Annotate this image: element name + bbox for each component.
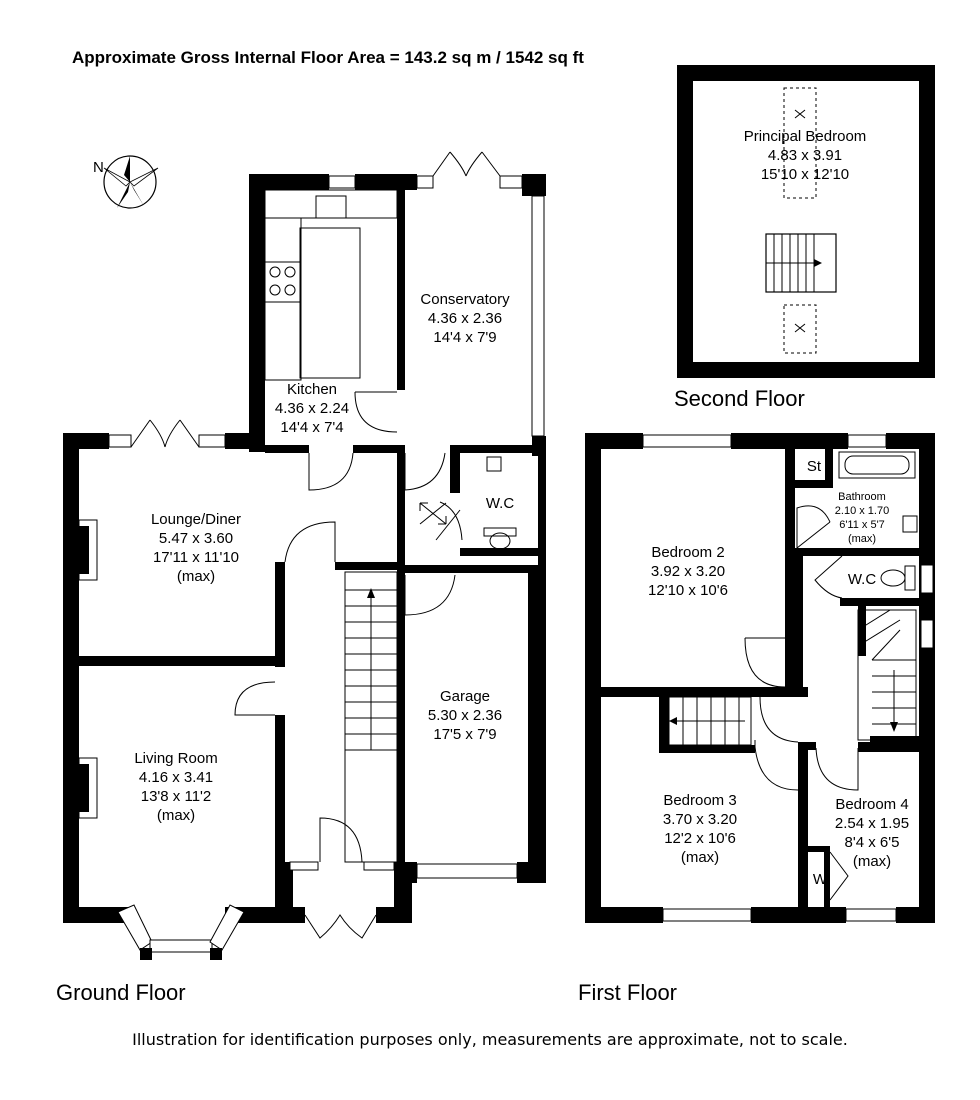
bedroom3-name: Bedroom 3 — [663, 792, 737, 809]
bedroom2-imperial: 12'10 x 10'6 — [648, 582, 728, 599]
ground-floor-labels — [134, 291, 514, 824]
disclaimer-text: Illustration for identification purposes only, measurements are approximate, not to scale. — [132, 1030, 848, 1049]
living-metric: 4.16 x 3.41 — [138, 769, 214, 786]
bedroom4-name: Bedroom 4 — [835, 796, 909, 813]
bedroom2-metric: 3.92 x 3.20 — [650, 563, 726, 580]
bedroom2-name: Bedroom 2 — [651, 544, 725, 561]
bedroom4-metric: 2.54 x 1.95 — [834, 815, 910, 832]
conservatory-imperial: 14'4 x 7'9 — [433, 329, 497, 346]
conservatory-metric: 4.36 x 2.36 — [427, 310, 503, 327]
lounge-imperial: 17'11 x 11'10 — [152, 549, 240, 566]
lounge-note: (max) — [176, 568, 216, 585]
lounge-metric: 5.47 x 3.60 — [158, 530, 234, 547]
conservatory-name: Conservatory — [420, 291, 510, 308]
bathroom-metric: 2.10 x 1.70 — [834, 505, 890, 517]
first-floor-title: First Floor — [578, 980, 677, 1005]
wc-ground-name: W.C — [485, 495, 515, 512]
lounge-name: Lounge/Diner — [150, 511, 242, 528]
bedroom3-note: (max) — [680, 849, 720, 866]
principal-metric: 4.83 x 3.91 — [767, 147, 843, 164]
store-name: St — [806, 458, 822, 475]
ground-floor-plan — [63, 152, 546, 960]
wardrobe-name: W — [812, 871, 828, 888]
garage-name: Garage — [439, 688, 491, 705]
floor-area-heading: Approximate Gross Internal Floor Area = 143.2 sq m / 1542 sq ft — [72, 48, 584, 67]
bathroom-note: (max) — [847, 533, 877, 545]
kitchen-name: Kitchen — [286, 381, 338, 398]
bedroom4-imperial: 8'4 x 6'5 — [844, 834, 900, 851]
bedroom4-note: (max) — [852, 853, 892, 870]
wc-first-name: W.C — [847, 571, 877, 588]
second-floor-title: Second Floor — [674, 386, 805, 411]
bedroom3-metric: 3.70 x 3.20 — [662, 811, 738, 828]
principal-name: Principal Bedroom — [743, 128, 867, 145]
bedroom3-imperial: 12'2 x 10'6 — [664, 830, 736, 847]
compass-icon — [104, 156, 158, 208]
principal-imperial: 15'10 x 12'10 — [760, 166, 850, 183]
bathroom-imperial: 6'11 x 5'7 — [839, 519, 885, 531]
first-floor-labels — [648, 458, 909, 888]
second-floor-labels — [744, 128, 867, 183]
living-name: Living Room — [134, 750, 218, 767]
kitchen-metric: 4.36 x 2.24 — [274, 400, 350, 417]
kitchen-imperial: 14'4 x 7'4 — [280, 419, 344, 436]
bathroom-name: Bathroom — [838, 491, 886, 503]
living-note: (max) — [156, 807, 196, 824]
garage-metric: 5.30 x 2.36 — [427, 707, 503, 724]
second-floor-plan — [677, 65, 935, 378]
compass-north-label: N — [93, 159, 104, 176]
living-imperial: 13'8 x 11'2 — [140, 788, 212, 805]
garage-imperial: 17'5 x 7'9 — [433, 726, 497, 743]
ground-floor-title: Ground Floor — [56, 980, 186, 1005]
